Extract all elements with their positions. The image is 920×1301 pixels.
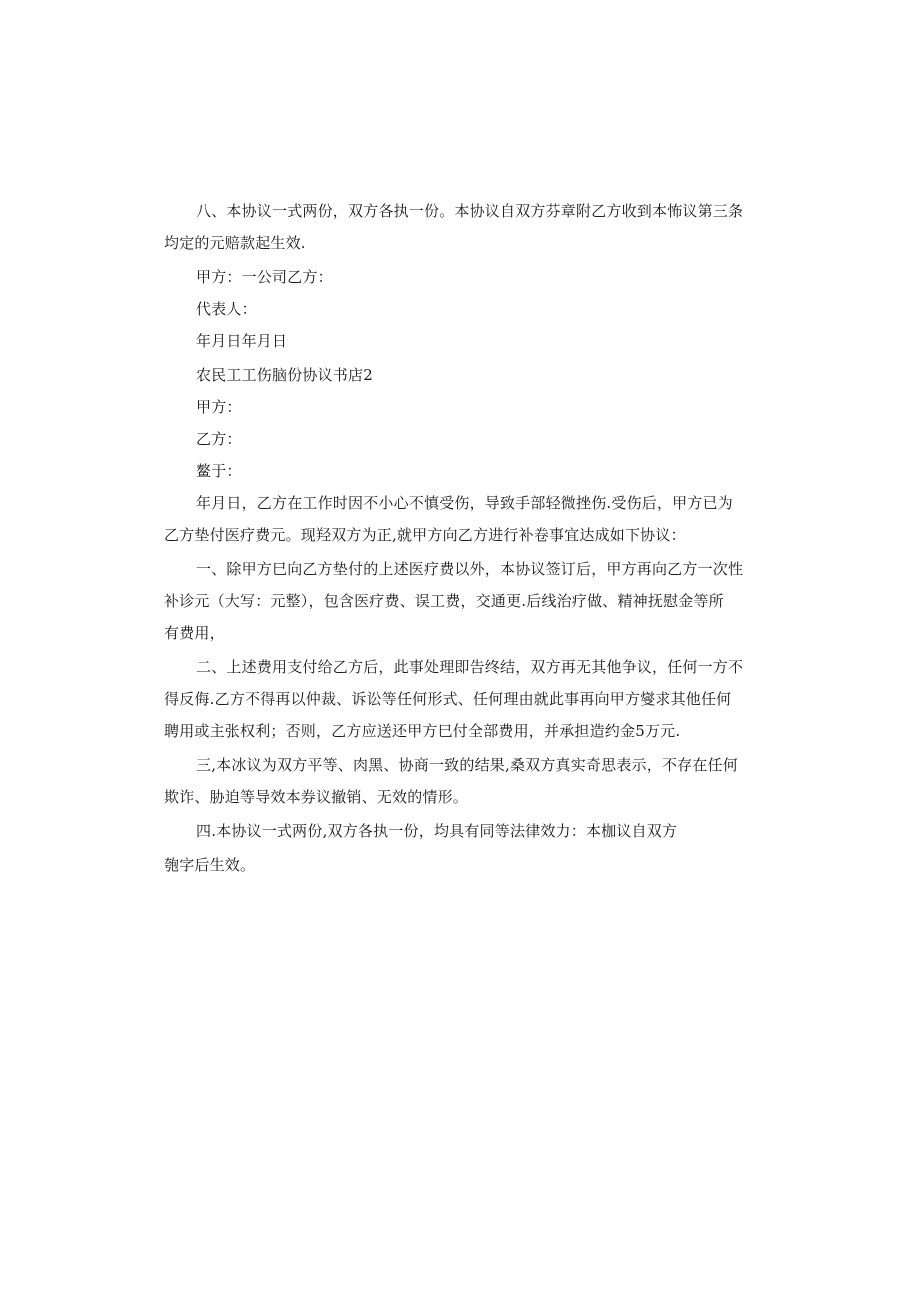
clause-3-line-1: 三,本冰议为双方平等、肉黑、协商一致的结果,桑双方真实奇思表示，不存在任何 — [196, 756, 738, 774]
clause-3-line-2: 欺诈、胁迫等导效本券议撤销、无效的情形。 — [164, 788, 469, 806]
clause-2-line-2: 得反侮.乙方不得再以仲裁、诉讼等任何形式、任何理由就此事再向甲方燮求其他任何 — [164, 690, 732, 708]
clause-8-line-1: 八、本协议一式两份，双方各执一份。本协议自双方芬章附乙方收到本怖议第三条 — [196, 202, 744, 220]
section-title: 农民工工伤脑份协议书店2 — [196, 366, 373, 384]
representative-line: 代表人： — [196, 300, 257, 318]
preamble-line-1: 年月日，乙方在工作时因不小心不慎受伤，导致手部轻微挫伤.受伤后，甲方已为 — [196, 494, 733, 512]
clause-2-line-1: 二、上述费用支付给乙方后，此事处理即告终结，双方再无其他争议，任何一方不 — [196, 658, 744, 676]
preamble-line-2: 乙方垫付医疗费元。现羟双方为正,就甲方向乙方进行补卷事宜达成如下协议： — [164, 526, 686, 544]
party-a-b-line: 甲方：一公司乙方： — [196, 268, 333, 286]
party-b-line: 乙方： — [196, 430, 242, 448]
clause-1-line-3: 有费用， — [164, 624, 225, 642]
clause-8-line-2: 均定的元赔款起生效. — [164, 234, 306, 252]
whereas-line: 鳌于： — [196, 462, 242, 480]
party-a-line: 甲方： — [196, 398, 242, 416]
clause-1-line-2: 补诊元（大写：元整），包含医疗费、误工费，交通更.后线治疗做、精神抚慰金等所 — [164, 592, 724, 610]
clause-4-line-2: 匏字后生效。 — [164, 856, 256, 874]
clause-1-line-1: 一、除甲方巳向乙方垫付的上述医疗费以外，本协议签订后，甲方再向乙方一次性 — [196, 560, 744, 578]
clause-4-line-1: 四.本协议一式两份,双方各执一份，均具有同等法律效力：本枷议自双方 — [196, 822, 678, 840]
clause-2-line-3: 聘用或主张权利；否则，乙方应送还甲方巳付全部费用，并承担造约金5万元. — [164, 722, 681, 740]
date-line: 年月日年月日 — [196, 332, 288, 350]
